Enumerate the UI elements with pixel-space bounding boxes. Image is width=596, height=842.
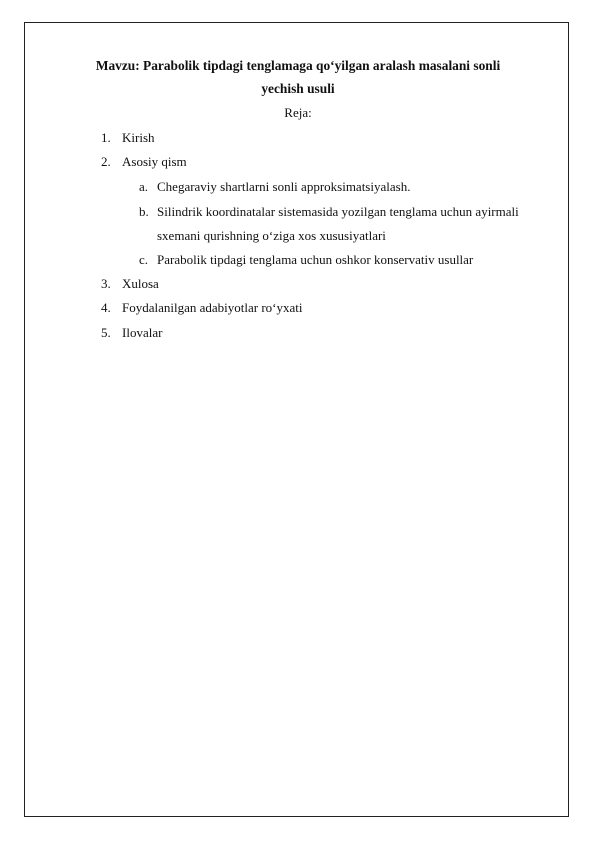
plan-item-number: a. [139, 179, 149, 194]
plan-item-number: c. [139, 252, 149, 267]
plan-item-text: Xulosa [122, 276, 159, 291]
plan-item-text: Kirish [122, 130, 155, 145]
plan-item-text: sxemani qurishning o‘ziga xos xususiyatlari [157, 228, 386, 243]
plan-item-text: Silindrik koordinatalar sistemasida yozilgan tenglama uchun ayirmali [157, 204, 519, 219]
plan-item-text: Chegaraviy shartlarni sonli approksimatsiyalash. [157, 179, 411, 194]
plan-item-text: Foydalanilgan adabiyotlar ro‘yxati [122, 300, 303, 315]
document-title-line-2: yechish usuli [261, 81, 335, 96]
plan-heading: Reja: [284, 105, 312, 120]
plan-item-number: 4. [101, 300, 111, 315]
plan-item-number: b. [139, 204, 149, 219]
plan-item-number: 3. [101, 276, 111, 291]
plan-item-number: 2. [101, 154, 111, 169]
plan-item-number: 5. [101, 325, 111, 340]
document-title-line-1: Mavzu: Parabolik tipdagi tenglamaga qo‘yilgan aralash masalani sonli [95, 58, 501, 73]
plan-item-text: Parabolik tipdagi tenglama uchun oshkor konservativ usullar [157, 252, 474, 267]
plan-item-number: 1. [101, 130, 111, 145]
plan-item-text: Ilovalar [122, 325, 163, 340]
plan-item-text: Asosiy qism [122, 154, 187, 169]
